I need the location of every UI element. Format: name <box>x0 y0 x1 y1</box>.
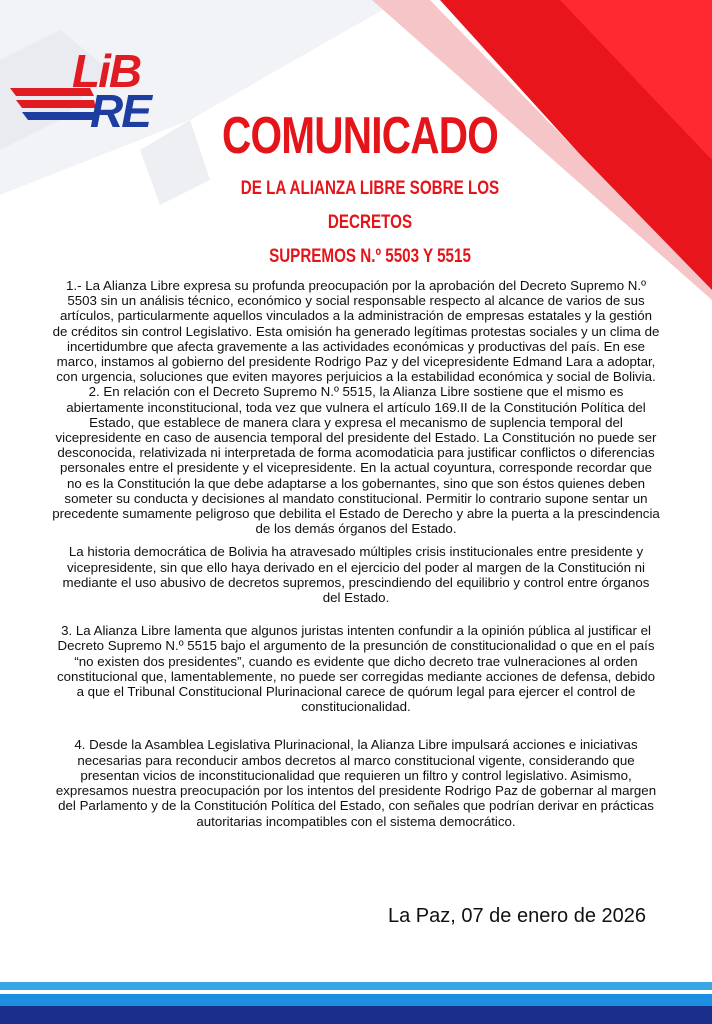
paragraph-2: 2. En relación con el Decreto Supremo N.º 5515, la Alianza Libre sostiene que el mismo es abiertamente inconstitucional, toda vez que vulnera el artículo 169.II de la Constitución Política del Estado, que establece de manera clara y expresa el mecanismo de suplencia temporal del vicepresidente en caso de ausencia temporal del presidente del Estado. La Constitución no puede ser desconocida, relativizada ni interpretada de forma acomodaticia para justificar conflictos o diferencias personales entre el presidente y el vicepresidente. En la actual coyuntura, corresponde recordar que no es la Constitución la que debe adaptarse a los gobernantes, sino que son éstos quienes deben someter su conducta y decisiones al mandato constitucional. Permitir lo contrario supone sentar un precedente sumamente peligroso que debilita el Estado de Derecho y abre la puerta a la prescindencia de los demás órganos del Estado. <box>52 384 660 537</box>
logo-text-top: LiB <box>72 45 141 97</box>
page-subtitle <box>202 172 538 274</box>
page-title: COMUNICADO <box>221 107 499 165</box>
subtitle-line-1: DE LA ALIANZA LIBRE SOBRE LOS DECRETOS <box>240 178 500 233</box>
footer-stripe-mid <box>0 994 712 1006</box>
footer-stripe-dark <box>0 1006 712 1024</box>
subtitle-line-2: SUPREMOS N.º 5503 Y 5515 <box>269 246 471 267</box>
logo-text-bottom: RE <box>90 85 150 137</box>
libre-logo <box>10 44 180 137</box>
footer-stripes <box>0 982 712 1024</box>
paragraph-4: 4. Desde la Asamblea Legislativa Plurinacional, la Alianza Libre impulsará acciones e iniciativas necesarias para reconducir ambos decretos al marco constitucional vigente, considerando que presentan vicios de inconstitucionalidad que requieren un filtro y control legislativo. Asimismo, expresamos nuestra preocupación por los intentos del presidente Rodrigo Paz de gobernar al margen del Parlamento y de la Constitución Política del Estado, con señales que podrían derivar en prácticas autoritarias incompatibles con el sistema democrático. <box>55 737 657 829</box>
communique-body <box>52 278 660 829</box>
date-line: La Paz, 07 de enero de 2026 <box>388 905 646 927</box>
paragraph-3: 3. La Alianza Libre lamenta que algunos juristas intenten confundir a la opinión pública al justificar el Decreto Supremo N.º 5515 bajo el argumento de la presunción de constitucionalidad o que en el país “no existen dos presidentes”, cuando es evidente que dicho decreto trae vulneraciones al orden constitucional que, lamentablemente, no puede ser corregidas mediante acciones de defensa, debido a que el Tribunal Constitucional Plurinacional carece de quórum legal para ejercer el control de constitucionalidad. <box>56 623 656 715</box>
footer-stripe-light <box>0 982 712 990</box>
paragraph-1: 1.- La Alianza Libre expresa su profunda preocupación por la aprobación del Decreto Supremo N.º 5503 sin un análisis técnico, económico y social responsable respecto al alcance de varios de sus artículos, particularmente aquellos vinculados a la administración de empresas estatales y la gestión de créditos sin control Legislativo. Esta omisión ha generado legítimas protestas sociales y un clima de incertidumbre que afecta gravemente a las actividades económicas y productivas del país. En ese marco, instamos al gobierno del presidente Rodrigo Paz y del vicepresidente Edmand Lara a adoptar, con urgencia, soluciones que eviten mayores perjuicios a la estabilidad económica y social de Bolivia. <box>52 278 660 385</box>
paragraph-history: La historia democrática de Bolivia ha atravesado múltiples crisis institucionales entre presidente y vicepresidente, sin que ello haya derivado en el ejercicio del poder al margen de la Constitución ni mediante el uso abusivo de decretos supremos, prescindiendo del equilibrio y control entre órganos del Estado. <box>62 544 650 606</box>
